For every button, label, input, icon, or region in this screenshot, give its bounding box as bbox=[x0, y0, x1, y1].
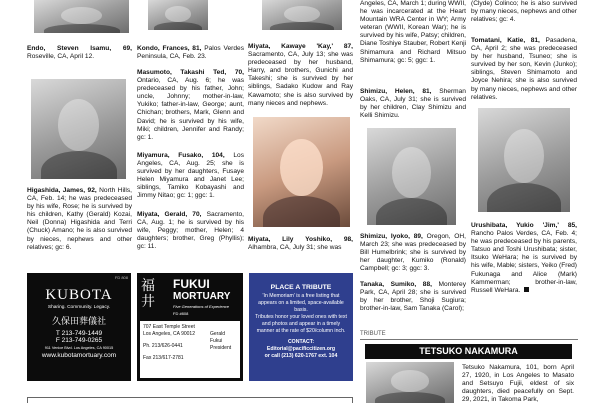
obituary-name: Higashida, James, 92, bbox=[27, 187, 97, 194]
fukui-mortuary-word: MORTUARY bbox=[173, 291, 231, 302]
obituary-endo bbox=[27, 45, 132, 61]
tribute-section-label: TRIBUTE bbox=[360, 331, 386, 337]
obituary-body: Angeles, CA, March 1; during WWII, he was incarcerated at the Heart Mountain WRA Center in WY; Army veteran (WWII, Korean War); he is survived by his wife, Patsy; children, Diane Toshiye Stauber, Robert Kenji Shimamura and Richard Mitsuo Shimamura; gc: 5; ggc: 1. bbox=[360, 0, 466, 64]
obituary-name: Urushibata, Yukio 'Jim,' 85, bbox=[471, 222, 577, 229]
obituary-masumoto bbox=[137, 69, 244, 142]
obituary-body: North Hills, CA, Feb. 14; he was predeceased by his wife, Rose; he is survived by his children, Kathy (Gerald) Kozai, Neil (Donna) Higashida and Terri (Chuck) Amano; he is also survived by nieces, nephews and other relatives; gc: 6. bbox=[27, 187, 132, 251]
obituary-name: Tanaka, Sumiko, 88, bbox=[360, 281, 432, 288]
fukui-fax: Fax 213/617-2781 bbox=[143, 355, 184, 361]
place-tribute-ad[interactable] bbox=[249, 273, 353, 381]
obituary-body: Alhambra, CA, July 31; she was bbox=[248, 244, 342, 252]
fukui-fd: FD #808 bbox=[173, 311, 189, 316]
obituary-name: Shimizu, Helen, 81, bbox=[360, 88, 432, 95]
obituary-name: Kondo, Frances, 81, bbox=[137, 45, 202, 52]
obituary-body: Sherman Oaks, CA, July 31; she is survived by her children, Clay Shimizu and Kelli Shimizu. bbox=[360, 88, 466, 120]
tribute-ad-contact-label: CONTACT: bbox=[287, 339, 315, 345]
fukui-address-1: 707 East Temple Street bbox=[143, 324, 195, 330]
obituary-continued bbox=[471, 0, 577, 24]
obituary-photo-shimizu-iyoko bbox=[367, 128, 456, 225]
tribute-photo bbox=[366, 362, 454, 403]
tribute-ad-phone: or call (213) 620-1767 ext. 104 bbox=[264, 353, 338, 359]
kubota-kanji: 久保田葬儀社 bbox=[51, 316, 106, 326]
kubota-phone: T 213-749-1449 bbox=[55, 330, 103, 337]
tribute-ad-email[interactable]: Editorial@pacificcitizen.org bbox=[266, 346, 336, 352]
obituary-photo-kondo bbox=[148, 0, 208, 30]
obituary-name: Endo, Steven Isamu, 69, bbox=[27, 45, 132, 52]
obituary-urushibata bbox=[471, 222, 577, 295]
obituary-body: Sacramento, CA, Aug. 1; he is survived by his wife, Peggy; mother, Helen; 4 daughters; brother, Greg (Phyllis); gc: 11. bbox=[137, 211, 244, 251]
obituary-name: Miyata, Gerald, 70, bbox=[137, 211, 202, 218]
fukui-contact-box bbox=[140, 321, 240, 378]
fukui-kanji: 福井 bbox=[141, 279, 155, 310]
obituary-miyata-lily bbox=[248, 236, 353, 252]
tribute-ad-body-1: 'In Memoriam' is a free listing that appears on a limited, space-available basis. bbox=[258, 293, 344, 313]
obituary-body: Palos Verdes Peninsula, CA, Feb. 23. bbox=[137, 45, 244, 61]
obituary-photo-miyata-kawaye bbox=[262, 0, 342, 30]
tribute-ad-title: PLACE A TRIBUTE bbox=[270, 284, 332, 291]
obituary-name: Tomatani, Katie, 81, bbox=[471, 37, 540, 44]
obituary-name: Miyata, Lily Yoshiko, 98, bbox=[248, 236, 353, 243]
obituary-photo-higashida bbox=[31, 79, 126, 179]
obituary-shimizu-iyoko bbox=[360, 233, 466, 273]
tribute-body: Tetsuko Nakamura, 101, born April 27, 1920, in Los Angeles to Masato and Setsuyo Fujii, eldest of six daughters, died peacefully on Sept. 29, 2021, in Takoma Park, bbox=[462, 364, 574, 403]
obituary-photo-miyata-lily bbox=[253, 117, 350, 227]
obituary-photo-endo bbox=[34, 0, 129, 33]
obituary-shimizu-helen bbox=[360, 88, 466, 120]
obituary-body: Oregon, OH, March 23; she was predeceased by Bill Humelbrink; she is survived by her daughter, Kumiko (Ronald) Campbell; gc: 3; ggc: 3. bbox=[360, 233, 466, 273]
obituary-name: Shimizu, Iyoko, 89, bbox=[360, 233, 423, 240]
obituary-body: Rancho Palos Verdes, CA, Feb. 4; he was predeceased by his parents, Tatsuo and Toshi Urushibata; sister, Itsuko WeHara; he is survived by his wife, Mable; sisters, Yeiko (Fred) Fukunaga and Alice (Mark) Kammerman; brother-in-law, Russell WeHara. bbox=[471, 230, 577, 294]
obituary-body: Monterey Park, CA, April 28; she is survived by her brother, Shoji Sugiura; brother-in-law, Sam Tanaka (Carol); bbox=[360, 281, 466, 313]
obituary-kondo bbox=[137, 45, 244, 61]
kubota-address: 911 Venice Blvd. Los Angeles, CA 90015 bbox=[44, 346, 114, 350]
fukui-mortuary-ad[interactable] bbox=[137, 273, 243, 381]
obituary-miyata-kawaye bbox=[248, 43, 353, 108]
obituary-miyamura bbox=[137, 152, 244, 201]
obituary-body: (Clyde) Colinco; he is also survived by many nieces, nephews and other relatives; gc: 4. bbox=[471, 0, 577, 24]
next-item-border bbox=[27, 397, 353, 403]
obituary-continued bbox=[360, 0, 466, 65]
obituary-photo-urushibata bbox=[478, 108, 570, 212]
fukui-name: FUKUI bbox=[173, 277, 210, 291]
obituary-name: Miyata, Kawaye 'Kay,' 87, bbox=[248, 43, 353, 50]
tribute-name-banner: TETSUKO NAKAMURA bbox=[365, 344, 572, 359]
fukui-address-2: Los Angeles, CA 90012 bbox=[143, 331, 195, 337]
obituary-body: Roseville, CA, April 12. bbox=[27, 53, 95, 61]
obituary-body: Sacramento, CA, July 13; she was predeceased by her husband, Harry, and brothers, Gunichi and Takeshi; she is survived by her siblings, Sadako Kudow and Ray Kawamoto; she is also survived by many nieces and nephews. bbox=[248, 51, 353, 107]
fukui-tagline: Five Generations of Experience bbox=[173, 304, 230, 309]
obituary-miyata-gerald bbox=[137, 211, 244, 251]
obituary-tomatani bbox=[471, 37, 577, 102]
obituary-name: Miyamura, Fusako, 104, bbox=[137, 152, 225, 159]
obituary-body: Ontario, CA, Aug. 6; he was predeceased by his father, John; uncle, Johnny; mother-in-law, Yukiko; father-in-law, George; aunt, Chichan; brothers, Mark, Glenn and David; he is survived by his wife, Miki; children, Jennifer and Randy; gc: 1. bbox=[137, 77, 244, 141]
obituary-body: Los Angeles, CA, Aug. 25; she is survived by her daughters, Fusaye Helen Miyamura and Janet Lee; siblings, Tamiko Kobayashi and Jimmy Nitao; gc: 1; ggc: 1. bbox=[137, 152, 244, 200]
fukui-person: Gerald Fukui bbox=[210, 331, 226, 344]
end-mark-icon bbox=[524, 287, 529, 292]
fukui-role: President bbox=[210, 345, 232, 351]
obituary-tanaka bbox=[360, 281, 466, 313]
kubota-fax: F 213-749-0265 bbox=[55, 337, 103, 344]
kubota-mortuary-ad[interactable] bbox=[27, 273, 131, 381]
kubota-brand: KUBOTA bbox=[45, 287, 113, 303]
kubota-website[interactable]: www.kubotamortuary.com bbox=[41, 352, 117, 359]
tribute-section-divider bbox=[360, 339, 578, 340]
tribute-ad-body-2: Tributes honor your loved ones with text and photos and appear in a timely manner at the rate of $20/column inch. bbox=[255, 314, 347, 334]
fukui-phone: Ph. 213/626-0441 bbox=[143, 343, 183, 349]
obituary-higashida bbox=[27, 187, 132, 252]
obituary-name: Masumoto, Takashi Ted, 70, bbox=[137, 69, 244, 76]
kubota-tagline: Sharing. Community. Legacy. bbox=[47, 305, 111, 310]
obituary-body: Pasadena, CA, April 2; she was predeceased by her husband, Tsuneo; she is survived by her son, Kevin (Junko); siblings, Steven Shimamoto and Joyce Nehira; she is also survived by many nieces, nephews and other relatives. bbox=[471, 37, 577, 101]
kubota-fd: FD 808 bbox=[114, 275, 128, 280]
